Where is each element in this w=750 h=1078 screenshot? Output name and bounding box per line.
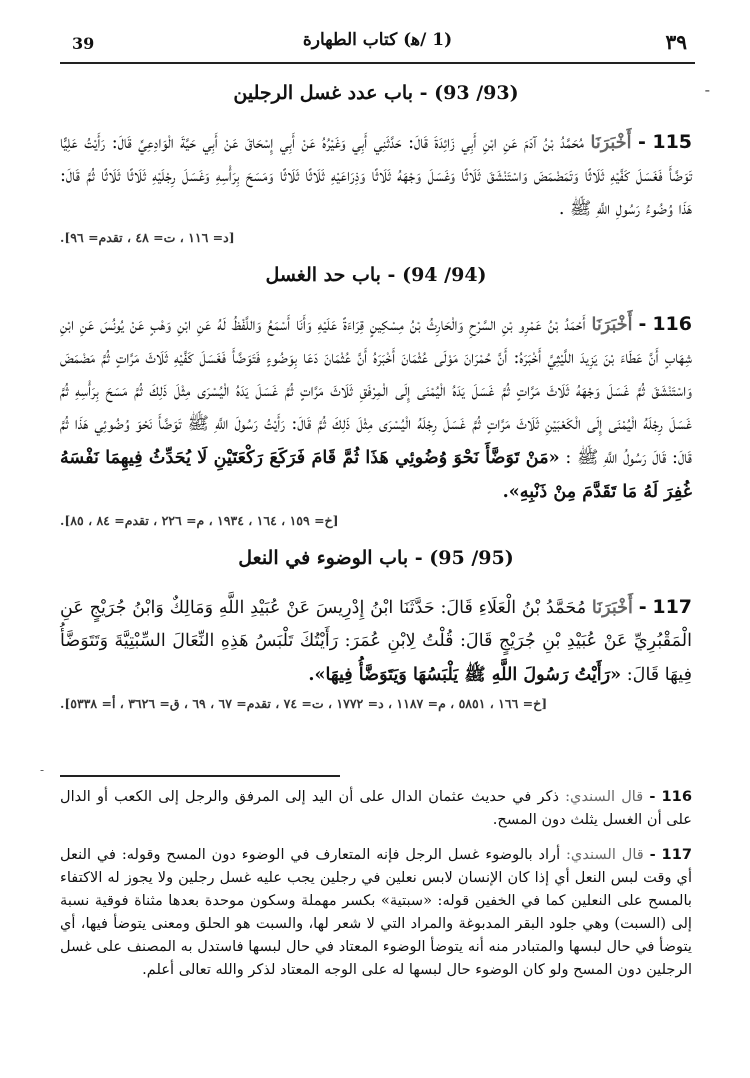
- hadith-lead-word: أَخْبَرَنَا: [591, 597, 633, 618]
- page-number-arabic: ٣٩: [665, 30, 687, 54]
- margin-mark: -: [40, 763, 45, 777]
- chapter-number: (95/ 95): [429, 547, 514, 569]
- chapter-title: - باب الوضوء في النعل: [238, 547, 423, 569]
- hadith-lead-word: أَخْبَرَنَا: [590, 132, 632, 153]
- margin-mark: -: [704, 80, 710, 99]
- footnote-text: أراد بالوضوء غسل الرجل فإنه المتعارف في الوضوء دون المسح وقوله: في النعل أي وقت لبس النعل أي إذا كان الإنسان لابس نعلين في رجلين يجب عليه غسل رجلين ولا يجوز له الاكتفاء بالمسح على النعلين كما في الخفين قوله: «سبتية» بكسر مهملة وسكون موحدة بعدها مثناة فوقية نسبة إلى (السبت) وهي جلود البقر المدبوغة والمراد التي لا شعر لها، والسبت هو الحلق ومعنى يتوضأ فيها، أي يتوضأ في حال لبسها والمتبادر منه أنه يتوضأ الوضوء المعتاد في حال لبسها فاستدل به المصنف على غسل الرجلين دون المسح ولو كان الوضوء حال لبسها له على الوجه المعتاد لذكر والله تعالى أعلم.: [60, 846, 692, 978]
- hadith-number: 117: [652, 596, 693, 618]
- hadith-reference: [د= ١١٦ ، ت= ٤٨ ، تقدم= ٩٦].: [60, 230, 235, 245]
- hadith-quote: «مَنْ تَوَضَّأَ نَحْوَ وُضُوئِي هَذَا ثُمَّ قَامَ فَرَكَعَ رَكْعَتَيْنِ لَا يُحَدِّثُ فِيهِمَا نَفْسَهُ غُفِرَ لَهُ مَا تَقَدَّمَ مِنْ ذَنْبِهِ».: [60, 447, 692, 502]
- chapter-heading: [60, 543, 692, 573]
- hadith-reference: [خ= ١٥٩ ، ١٦٤ ، ١٩٣٤ ، م= ٢٢٦ ، تقدم= ٨٤ ، ٨٥].: [60, 513, 339, 528]
- footnote-number: 116: [661, 788, 692, 805]
- hadith-text: مُحَمَّدُ بْنُ آدَمَ عَنِ ابْنِ أَبِي زَائِدَةَ قَالَ: حَدَّثَنِي أَبِي وَغَيْرُهُ عَنْ أَبِي إِسْحَاقَ عَنْ أَبِي حَيَّةَ الْوَادِعِيِّ قَالَ: رَأَيْتُ عَلِيًّا تَوَضَّأَ فَغَسَلَ كَفَّيْهِ ثَلَاثًا وَتَمَضْمَضَ وَاسْتَنْشَقَ ثَلَاثًا وَغَسَلَ وَجْهَهُ ثَلَاثًا وَذِرَاعَيْهِ ثَلَاثًا ثَلَاثًا وَمَسَحَ بِرَأْسِهِ وَغَسَلَ رِجْلَيْهِ ثَلَاثًا ثَلَاثًا ثُمَّ قَالَ: هَذَا وُضُوءُ رَسُولِ اللَّهِ ﷺ .: [60, 133, 692, 219]
- hadith-text: مُحَمَّدُ بْنُ الْعَلَاءِ قَالَ: حَدَّثَنَا ابْنُ إِدْرِيسَ عَنْ عُبَيْدِ اللَّهِ وَمَالِكٌ وَابْنُ جُرَيْجٍ عَنِ الْمَقْبُرِيِّ عَنْ عُبَيْدِ بْنِ جُرَيْجٍ قَالَ: قُلْتُ لِابْنِ عُمَرَ: رَأَيْتُكَ تَلْبَسُ هَذِهِ النِّعَالَ السِّبْتِيَّةَ وَتَتَوَضَّأُ فِيهَا قَالَ:: [60, 598, 692, 685]
- chapter-heading: [60, 78, 692, 108]
- running-title: (1 /ﻫ) كتاب الطهارة: [302, 30, 453, 50]
- chapter-number: (93/ 93): [434, 82, 519, 104]
- chapter-title: - باب حد الغسل: [265, 264, 396, 286]
- chapter-heading: [60, 260, 692, 290]
- footnote: 117 - قال السندي: أراد بالوضوء غسل الرجل فإنه المتعارف في الوضوء دون المسح وقوله: في النعل أي وقت لبس النعل أي إذا كان الإنسان لابس نعلين في رجلين يجب عليه غسل رجلين ولا يجوز له الاكتفاء بالمسح على النعلين كما في الخفين قوله: «سبتية» بكسر مهملة وسكون موحدة بعدها مثناة فوقية نسبة إلى (السبت) وهي جلود البقر المدبوغة والمراد التي لا شعر لها، والسبت هو الحلق ومعنى يتوضأ فيها، أي يتوضأ في حال لبسها والمتبادر منه أنه يتوضأ الوضوء المعتاد في حال لبسها فاستدل به المصنف على غسل الرجلين دون المسح ولو كان الوضوء حال لبسها له على الوجه المعتاد لذكر والله تعالى أعلم.: [60, 846, 693, 978]
- footnote-text: ذكر في حديث عثمان الدال على أن اليد إلى المرفق والرجل إلى الكعب أو الدال على أن الغسل يثلث دون المسح.: [60, 788, 692, 828]
- page-header: [60, 22, 695, 64]
- footnote: 116 - قال السندي: ذكر في حديث عثمان الدال على أن اليد إلى المرفق والرجل إلى الكعب أو الدال على أن الغسل يثلث دون المسح.: [60, 788, 692, 828]
- hadith-paragraph: 115 - أَخْبَرَنَا مُحَمَّدُ بْنُ آدَمَ عَنِ ابْنِ أَبِي زَائِدَةَ قَالَ: حَدَّثَنِي أَبِي وَغَيْرُهُ عَنْ أَبِي إِسْحَاقَ عَنْ أَبِي حَيَّةَ الْوَادِعِيِّ قَالَ: رَأَيْتُ عَلِيًّا تَوَضَّأَ فَغَسَلَ كَفَّيْهِ ثَلَاثًا وَتَمَضْمَضَ وَاسْتَنْشَقَ ثَلَاثًا وَغَسَلَ وَجْهَهُ ثَلَاثًا وَذِرَاعَيْهِ ثَلَاثًا ثَلَاثًا وَمَسَحَ بِرَأْسِهِ وَغَسَلَ رِجْلَيْهِ ثَلَاثًا ثَلَاثًا ثُمَّ قَالَ: هَذَا وُضُوءُ رَسُولِ اللَّهِ ﷺ .: [60, 131, 693, 219]
- hadith-text: أَحْمَدُ بْنُ عَمْرِو بْنِ السَّرْحِ وَالْحَارِثُ بْنُ مِسْكِينٍ قِرَاءَةً عَلَيْهِ وَأَنَا أَسْمَعُ وَاللَّفْظُ لَهُ عَنِ ابْنِ وَهْبٍ عَنْ يُونُسَ عَنِ ابْنِ شِهَابٍ أَنَّ عَطَاءَ بْنَ يَزِيدَ اللَّيْثِيَّ أَخْبَرَهُ: أَنَّ حُمْرَانَ مَوْلَى عُثْمَانَ أَخْبَرَهُ أَنَّ عُثْمَانَ دَعَا بِوَضُوءٍ فَتَوَضَّأَ فَغَسَلَ كَفَّيْهِ ثَلَاثَ مَرَّاتٍ ثُمَّ مَضْمَضَ وَاسْتَنْشَقَ ثُمَّ غَسَلَ وَجْهَهُ ثَلَاثَ مَرَّاتٍ ثُمَّ غَسَلَ يَدَهُ الْيُمْنَى إِلَى الْمِرْفَقِ ثَلَاثَ مَرَّاتٍ ثُمَّ غَسَلَ يَدَهُ الْيُسْرَى مِثْلَ ذَلِكَ ثُمَّ مَسَحَ بِرَأْسِهِ ثُمَّ غَسَلَ رِجْلَهُ الْيُمْنَى إِلَى الْكَعْبَيْنِ ثَلَاثَ مَرَّاتٍ ثُمَّ غَسَلَ رِجْلَهُ الْيُسْرَى مِثْلَ ذَلِكَ ثُمَّ قَالَ: رَأَيْتُ رَسُولَ اللَّهِ ﷺ تَوَضَّأَ نَحْوَ وُضُوئِي هَذَا ثُمَّ قَالَ: قَالَ رَسُولُ اللَّهِ ﷺ :: [60, 315, 692, 468]
- hadith-number: 116: [652, 313, 692, 335]
- hadith-paragraph: 116 - أَخْبَرَنَا أَحْمَدُ بْنُ عَمْرِو بْنِ السَّرْحِ وَالْحَارِثُ بْنُ مِسْكِينٍ قِرَاءَةً عَلَيْهِ وَأَنَا أَسْمَعُ وَاللَّفْظُ لَهُ عَنِ ابْنِ وَهْبٍ عَنْ يُونُسَ عَنِ ابْنِ شِهَابٍ أَنَّ عَطَاءَ بْنَ يَزِيدَ اللَّيْثِيَّ أَخْبَرَهُ: أَنَّ حُمْرَانَ مَوْلَى عُثْمَانَ أَخْبَرَهُ أَنَّ عُثْمَانَ دَعَا بِوَضُوءٍ فَتَوَضَّأَ فَغَسَلَ كَفَّيْهِ ثَلَاثَ مَرَّاتٍ ثُمَّ مَضْمَضَ وَاسْتَنْشَقَ ثُمَّ غَسَلَ وَجْهَهُ ثَلَاثَ مَرَّاتٍ ثُمَّ غَسَلَ يَدَهُ الْيُمْنَى إِلَى الْمِرْفَقِ ثَلَاثَ مَرَّاتٍ ثُمَّ غَسَلَ يَدَهُ الْيُسْرَى مِثْلَ ذَلِكَ ثُمَّ مَسَحَ بِرَأْسِهِ ثُمَّ غَسَلَ رِجْلَهُ الْيُمْنَى إِلَى الْكَعْبَيْنِ ثَلَاثَ مَرَّاتٍ ثُمَّ غَسَلَ رِجْلَهُ الْيُسْرَى مِثْلَ ذَلِكَ ثُمَّ قَالَ: رَأَيْتُ رَسُولَ اللَّهِ ﷺ تَوَضَّأَ نَحْوَ وُضُوئِي هَذَا ثُمَّ قَالَ: قَالَ رَسُولُ اللَّهِ ﷺ : «مَنْ تَوَضَّأَ نَحْوَ وُضُوئِي هَذَا ثُمَّ قَامَ فَرَكَعَ رَكْعَتَيْنِ لَا يُحَدِّثُ فِيهِمَا نَفْسَهُ غُفِرَ لَهُ مَا تَقَدَّمَ مِنْ ذَنْبِهِ».: [60, 313, 692, 502]
- chapter-number: (94/ 94): [402, 264, 487, 286]
- page-number-latin: 39: [72, 34, 95, 53]
- chapter-title: - باب عدد غسل الرجلين: [233, 82, 428, 104]
- footnote-separator: [60, 775, 340, 777]
- hadith-number: 115: [652, 131, 693, 153]
- hadith-lead-word: أَخْبَرَنَا: [591, 314, 633, 335]
- footnotes: [60, 785, 692, 993]
- main-text: [60, 72, 692, 726]
- hadith-reference: [خ= ١٦٦ ، ٥٨٥١ ، م= ١١٨٧ ، د= ١٧٧٢ ، ت= ٧٤ ، تقدم= ٦٧ ، ٦٩ ، ق= ٣٦٢٦ ، أ= ٥٣٣٨].: [60, 696, 548, 711]
- footnote-number: 117: [661, 846, 693, 863]
- hadith-quote: «رَأَيْتُ رَسُولَ اللَّهِ ﷺ يَلْبَسُهَا وَيَتَوَضَّأُ فِيهَا».: [308, 664, 622, 685]
- footnote-lead: قال السندي:: [566, 846, 644, 863]
- footnote-lead: قال السندي:: [565, 788, 644, 805]
- hadith-paragraph: 117 - أَخْبَرَنَا مُحَمَّدُ بْنُ الْعَلَاءِ قَالَ: حَدَّثَنَا ابْنُ إِدْرِيسَ عَنْ عُبَيْدِ اللَّهِ وَمَالِكٌ وَابْنُ جُرَيْجٍ عَنِ الْمَقْبُرِيِّ عَنْ عُبَيْدِ بْنِ جُرَيْجٍ قَالَ: قُلْتُ لِابْنِ عُمَرَ: رَأَيْتُكَ تَلْبَسُ هَذِهِ النِّعَالَ السِّبْتِيَّةَ وَتَتَوَضَّأُ فِيهَا قَالَ: «رَأَيْتُ رَسُولَ اللَّهِ ﷺ يَلْبَسُهَا وَيَتَوَضَّأُ فِيهَا».: [60, 596, 693, 685]
